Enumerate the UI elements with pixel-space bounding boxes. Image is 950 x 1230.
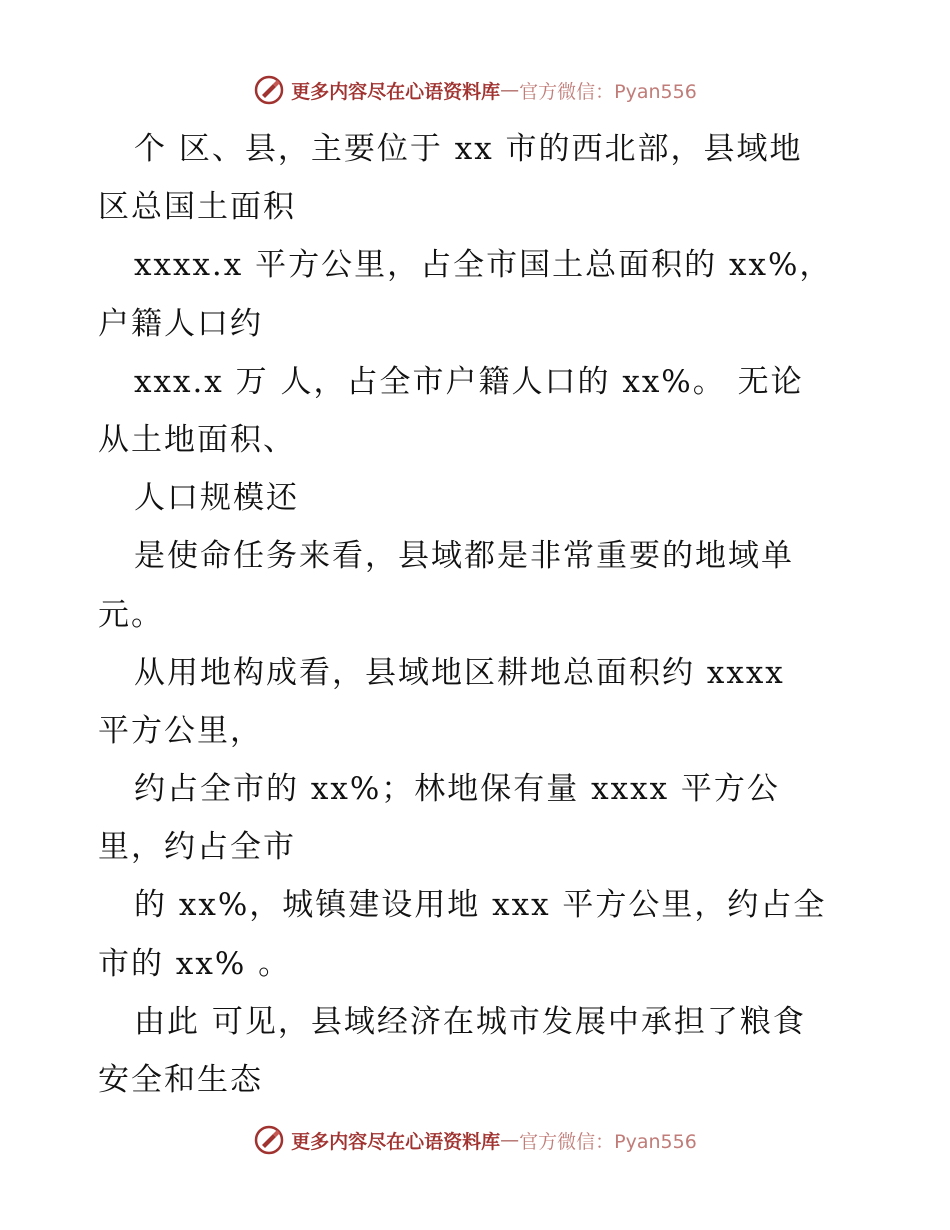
document-body [98,120,858,1109]
body-line: 从土地面积、 [98,421,296,458]
header-banner-title: 更多内容尽在心语资料库 [291,80,501,103]
body-line: 平方公里， [98,712,263,749]
footer-banner-contact: 官方微信：Pyan556 [519,1130,697,1153]
body-line: 由此 可见，县域经济在城市发展中承担了粮食 [134,1003,806,1040]
body-line: 安全和生态 [98,1062,263,1098]
footer-banner-separator: — [500,1129,520,1151]
pen-logo-icon [253,74,285,106]
footer-banner [0,1120,950,1160]
body-line: 从用地构成看，县域地区耕地总面积约 xxxx [134,654,785,691]
header-banner-separator: — [500,79,520,101]
body-line: 户籍人口约 [98,305,263,342]
pen-logo-icon [253,1124,285,1156]
footer-banner-title: 更多内容尽在心语资料库 [291,1130,501,1153]
body-line: 约占全市的 xx%；林地保有量 xxxx 平方公 [134,771,780,808]
body-line: 区总国土面积 [98,189,296,226]
body-line: xxx.x 万 人，占全市户籍人口的 xx%。 无论 [134,363,804,400]
body-line: xxxx.x 平方公里，占全市国土总面积的 xx%， [134,247,833,284]
body-line: 是使命任务来看，县域都是非常重要的地域单 [134,538,794,575]
header-banner-contact: 官方微信：Pyan556 [519,80,697,103]
body-line: 人口规模还 [134,480,299,517]
body-line: 市的 xx% 。 [98,945,292,982]
header-banner [0,70,950,110]
body-line: 里，约占全市 [98,829,296,866]
body-line: 的 xx%，城镇建设用地 xxx 平方公里，约占全 [134,887,827,924]
body-line: 个 区、县，主要位于 xx 市的西北部，县域地 [134,131,803,167]
body-line: 元。 [98,596,164,633]
